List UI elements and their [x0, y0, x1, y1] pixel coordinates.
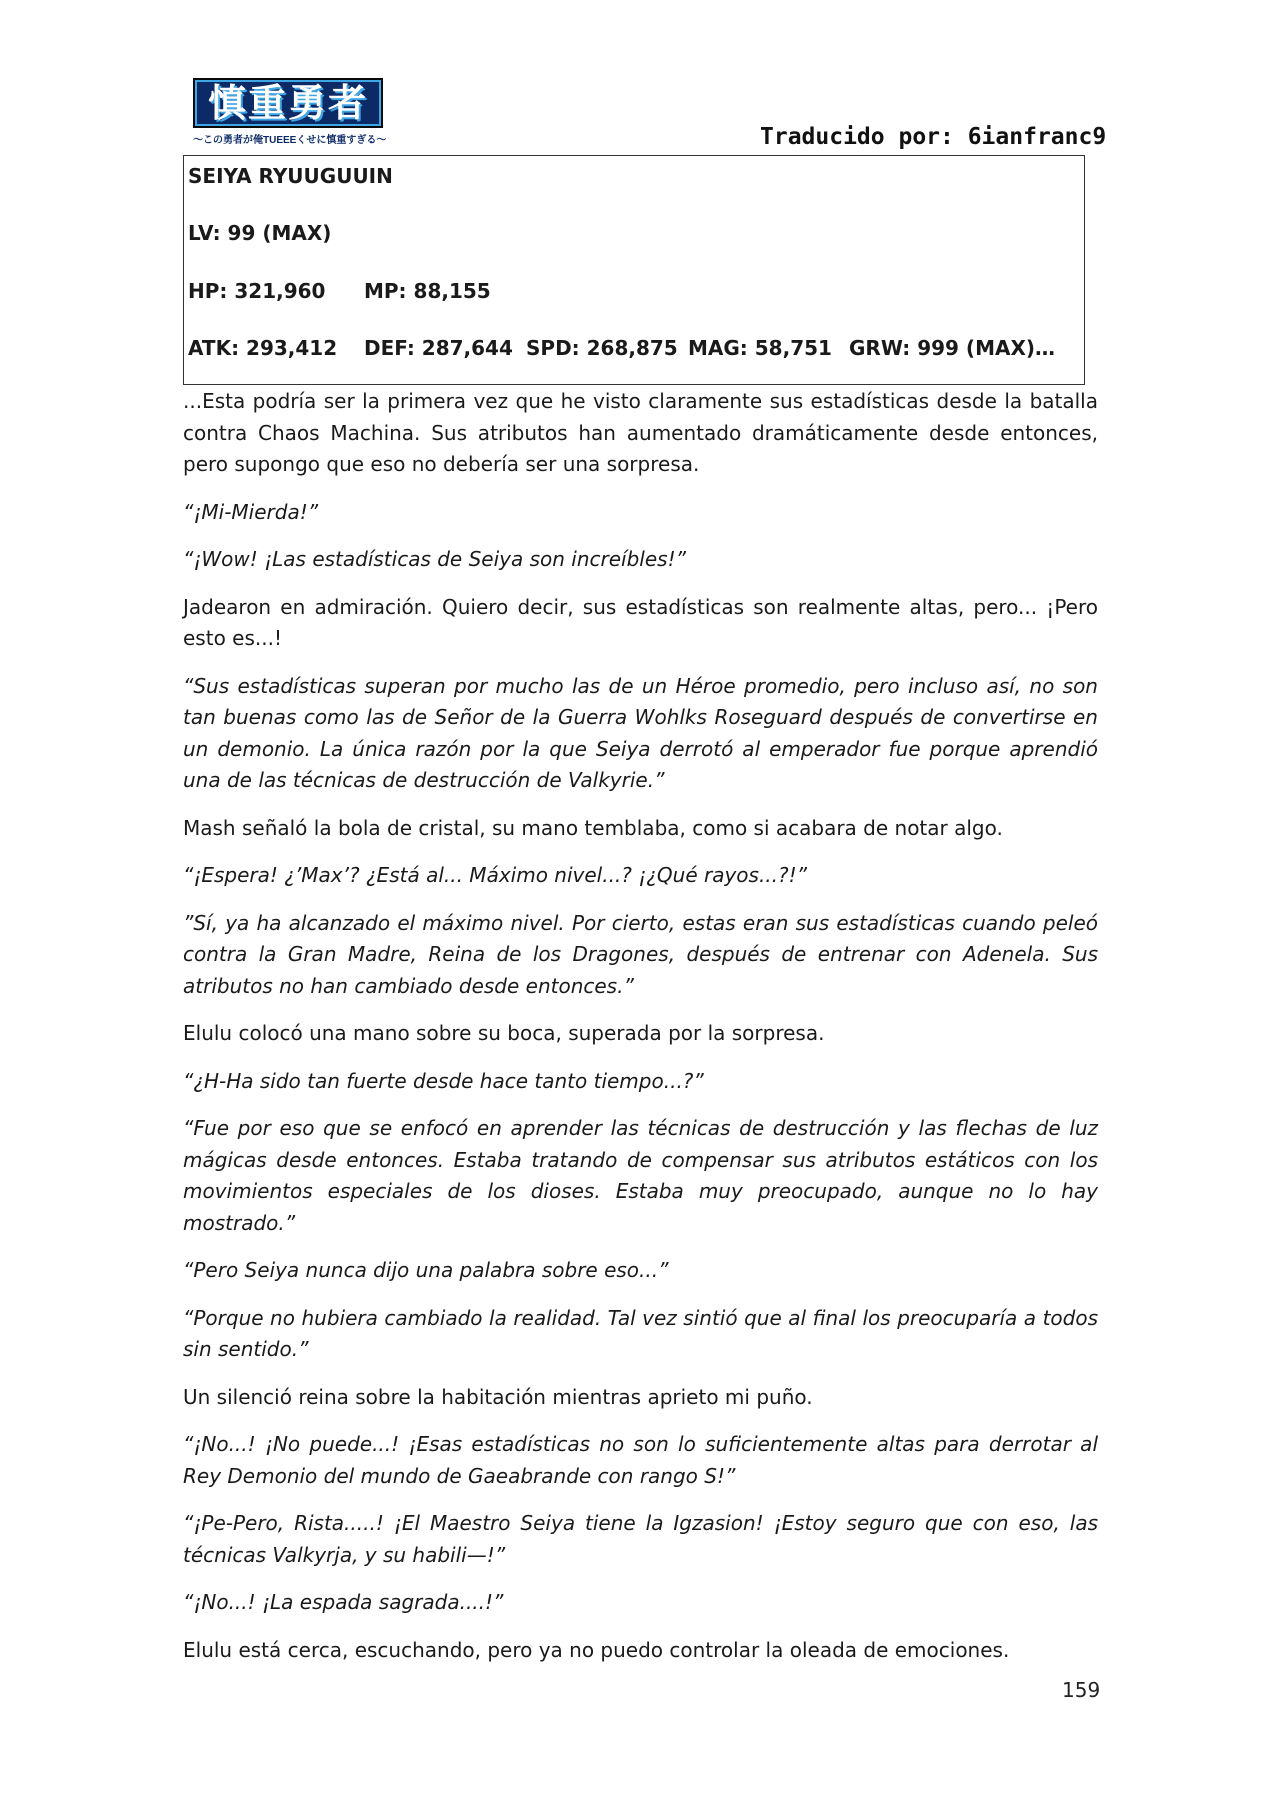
dialogue: “¡Pe-Pero, Rista.....! ¡El Maestro Seiya tiene la Igzasion! ¡Estoy seguro que con eso, las técnicas Valkyrja, y su habili—!” [183, 1511, 1098, 1567]
dialogue: “Pero Seiya nunca dijo una palabra sobre eso...” [183, 1258, 669, 1282]
paragraph: Un silenció reina sobre la habitación mientras aprieto mi puño. [183, 1384, 813, 1409]
paragraph: Jadearon en admiración. Quiero decir, sus estadísticas son realmente altas, pero... ¡Pero esto es...! [183, 594, 1098, 650]
dialogue: “¡Wow! ¡Las estadísticas de Seiya son increíbles!” [183, 547, 686, 571]
status-box [183, 155, 1085, 385]
stat-name: SEIYA RYUUGUUIN [188, 164, 393, 188]
logo-title: 慎重勇者 [193, 78, 383, 128]
dialogue: “Fue por eso que se enfocó en aprender las técnicas de destrucción y las flechas de luz mágicas desde entonces. Estaba tratando de compensar sus atributos estáticos con los movimientos especiales de los dioses. Estaba muy preocupado, aunque no lo hay mostrado.” [183, 1116, 1098, 1235]
stat-spd: SPD: 268,875 [526, 336, 678, 360]
dialogue: “¿H-Ha sido tan fuerte desde hace tanto tiempo...?” [183, 1068, 704, 1093]
stat-mag: MAG: 58,751 [688, 336, 832, 360]
dialogue: “¡No...! ¡No puede...! ¡Esas estadísticas no son lo suficientemente altas para derrotar al Rey Demonio del mundo de Gaeabrande con rango S!” [183, 1432, 1098, 1488]
dialogue: “¡Mi-Mierda!” [183, 499, 319, 524]
body-text [183, 386, 1098, 1682]
stat-def: DEF: 287,644 [364, 336, 513, 360]
dialogue: ”Sí, ya ha alcanzado el máximo nivel. Por cierto, estas eran sus estadísticas cuando peleó contra la Gran Madre, Reina de los Dragones, después de entrenar con Adenela. Sus atributos no han cambiado desde entonces.” [183, 910, 1098, 998]
paragraph: Mash señaló la bola de cristal, su mano temblaba, como si acabara de notar algo. [183, 815, 1003, 840]
dialogue: “¡Espera! ¿’Max’? ¿Está al... Máximo nivel...? ¡¿Qué rayos...?!” [183, 863, 808, 887]
stat-hp: HP: 321,960 [188, 279, 326, 303]
series-logo [193, 78, 387, 148]
stat-mp: MP: 88,155 [364, 279, 491, 303]
stat-grw: GRW: 999 (MAX)… [849, 336, 1056, 360]
paragraph: Elulu colocó una mano sobre su boca, superada por la sorpresa. [183, 1021, 825, 1045]
stat-atk: ATK: 293,412 [188, 336, 338, 360]
dialogue: “¡No...! ¡La espada sagrada....!” [183, 1590, 504, 1614]
paragraph: ...Esta podría ser la primera vez que he visto claramente sus estadísticas desde la batalla contra Chaos Machina. Sus atributos han aumentado dramáticamente desde entonces, pero supongo que eso no debería ser una sorpresa. [183, 389, 1098, 476]
logo-subtitle: 〜この勇者が俺TUEEEくせに慎重すぎる〜 [193, 135, 387, 146]
paragraph: Elulu está cerca, escuchando, pero ya no puedo controlar la oleada de emociones. [183, 1637, 1010, 1662]
dialogue: “Porque no hubiera cambiado la realidad. Tal vez sintió que al final los preocuparía a todos sin sentido.” [183, 1305, 1098, 1361]
stat-level: LV: 99 (MAX) [188, 221, 332, 245]
page-number: 159 [1062, 1678, 1101, 1702]
dialogue: “Sus estadísticas superan por mucho las de un Héroe promedio, pero incluso así, no son tan buenas como las de Señor de la Guerra Wohlks Roseguard después de convertirse en un demonio. La única razón por la que Seiya derrotó al emperador fue porque aprendió una de las técnicas de destrucción de Valkyrie.” [183, 673, 1098, 792]
translator-credit: Traducido por: 6ianfranc9 [760, 124, 1107, 150]
